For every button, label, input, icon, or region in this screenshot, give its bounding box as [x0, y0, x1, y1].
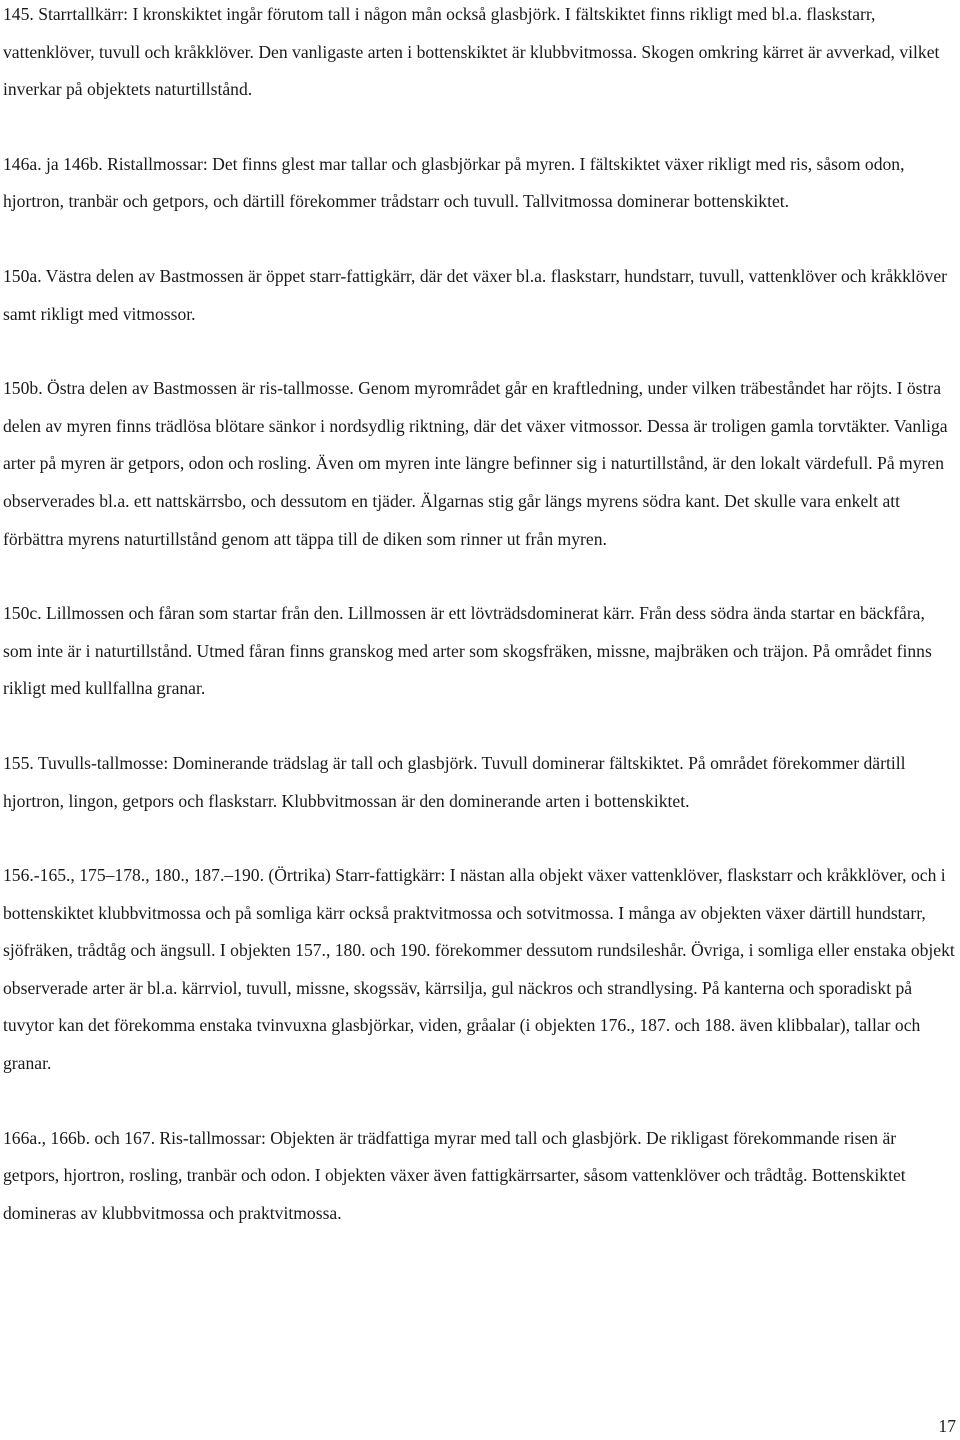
page-number: 17 [938, 1416, 956, 1436]
paragraph-146: 146a. ja 146b. Ristallmossar: Det finns glest mar tallar och glasbjörkar på myren. I fältskiktet växer rikligt med ris, såsom odon, hjortron, tranbär och getpors, och därtill förekommer trådstarr och tuvull. Tallvitmossa dominerar bottenskiktet. [3, 153, 905, 212]
paragraph-166-167: 166a., 166b. och 167. Ris-tallmossar: Objekten är trädfattiga myrar med tall och glasbjörk. De rikligast förekommande risen är getpors, hjortron, rosling, tranbär och odon. I objekten växer även fattigkärrsarter, såsom vattenklöver och trådtåg. Bottenskiktet domineras av klubbvitmossa och praktvitmossa. [3, 1127, 906, 1223]
document-page [3, 0, 955, 1232]
paragraph-150a: 150a. Västra delen av Bastmossen är öppet starr-fattigkärr, där det växer bl.a. flaskstarr, hundstarr, tuvull, vattenklöver och kråkklöver samt rikligt med vitmossor. [3, 265, 948, 324]
paragraph-156-190: 156.-165., 175–178., 180., 187.–190. (Örtrika) Starr-fattigkärr: I nästan alla objekt växer vattenklöver, flaskstarr och kråkklöver, och i bottenskiktet klubbvitmossa och på somliga kärr också praktvitmossa och sotvitmossa. I många av objekten växer därtill hundstarr, sjöfräken, trådtåg och ängsull. I objekten 157., 180. och 190. förekommer dessutom rundsileshår. Övriga, i somliga eller enstaka objekt observerade arter är bl.a. kärrviol, tuvull, missne, skogssäv, kärrsilja, gul näckros och strandlysing. På kanterna och sporadiskt på tuvytor kan det förekomma enstaka tvinvuxna glasbjörkar, viden, gråalar (i objekten 176., 187. och 188. även klibbalar), tallar och granar. [3, 865, 955, 1074]
paragraph-155: 155. Tuvulls-tallmosse: Dominerande trädslag är tall och glasbjörk. Tuvull dominerar fältskiktet. På området förekommer därtill hjortron, lingon, getpors och flaskstarr. Klubbvitmossan är den dominerande arten i bottenskiktet. [3, 752, 906, 811]
paragraph-145: 145. Starrtallkärr: I kronskiktet ingår förutom tall i någon mån också glasbjörk. I fältskiktet finns rikligt med bl.a. flaskstarr, vattenklöver, tuvull och kråkklöver. Den vanligaste arten i bottenskiktet är klubbvitmossa. Skogen omkring kärret är avverkad, vilket inverkar på objektets naturtillstånd. [3, 4, 940, 100]
paragraph-150b: 150b. Östra delen av Bastmossen är ris-tallmosse. Genom myrområdet går en kraftledning, under vilken träbeståndet har röjts. I östra delen av myren finns trädlösa blötare sänkor i nordsydlig riktning, där det växer vitmossor. Dessa är troligen gamla torvtäkter. Vanliga arter på myren är getpors, odon och rosling. Även om myren inte längre befinner sig i naturtillstånd, är den lokalt värdefull. På myren observerades bl.a. ett nattskärrsbo, och dessutom en tjäder. Älgarnas stig går längs myrens södra kant. Det skulle vara enkelt att förbättra myrens naturtillstånd genom att täppa till de diken som rinner ut från myren. [3, 378, 948, 549]
paragraph-150c: 150c. Lillmossen och fåran som startar från den. Lillmossen är ett lövträdsdominerat kärr. Från dess södra ända startar en bäckfåra, som inte är i naturtillstånd. Utmed fåran finns granskog med arter som skogsfräken, missne, majbräken och träjon. På området finns rikligt med kullfallna granar. [3, 603, 932, 699]
